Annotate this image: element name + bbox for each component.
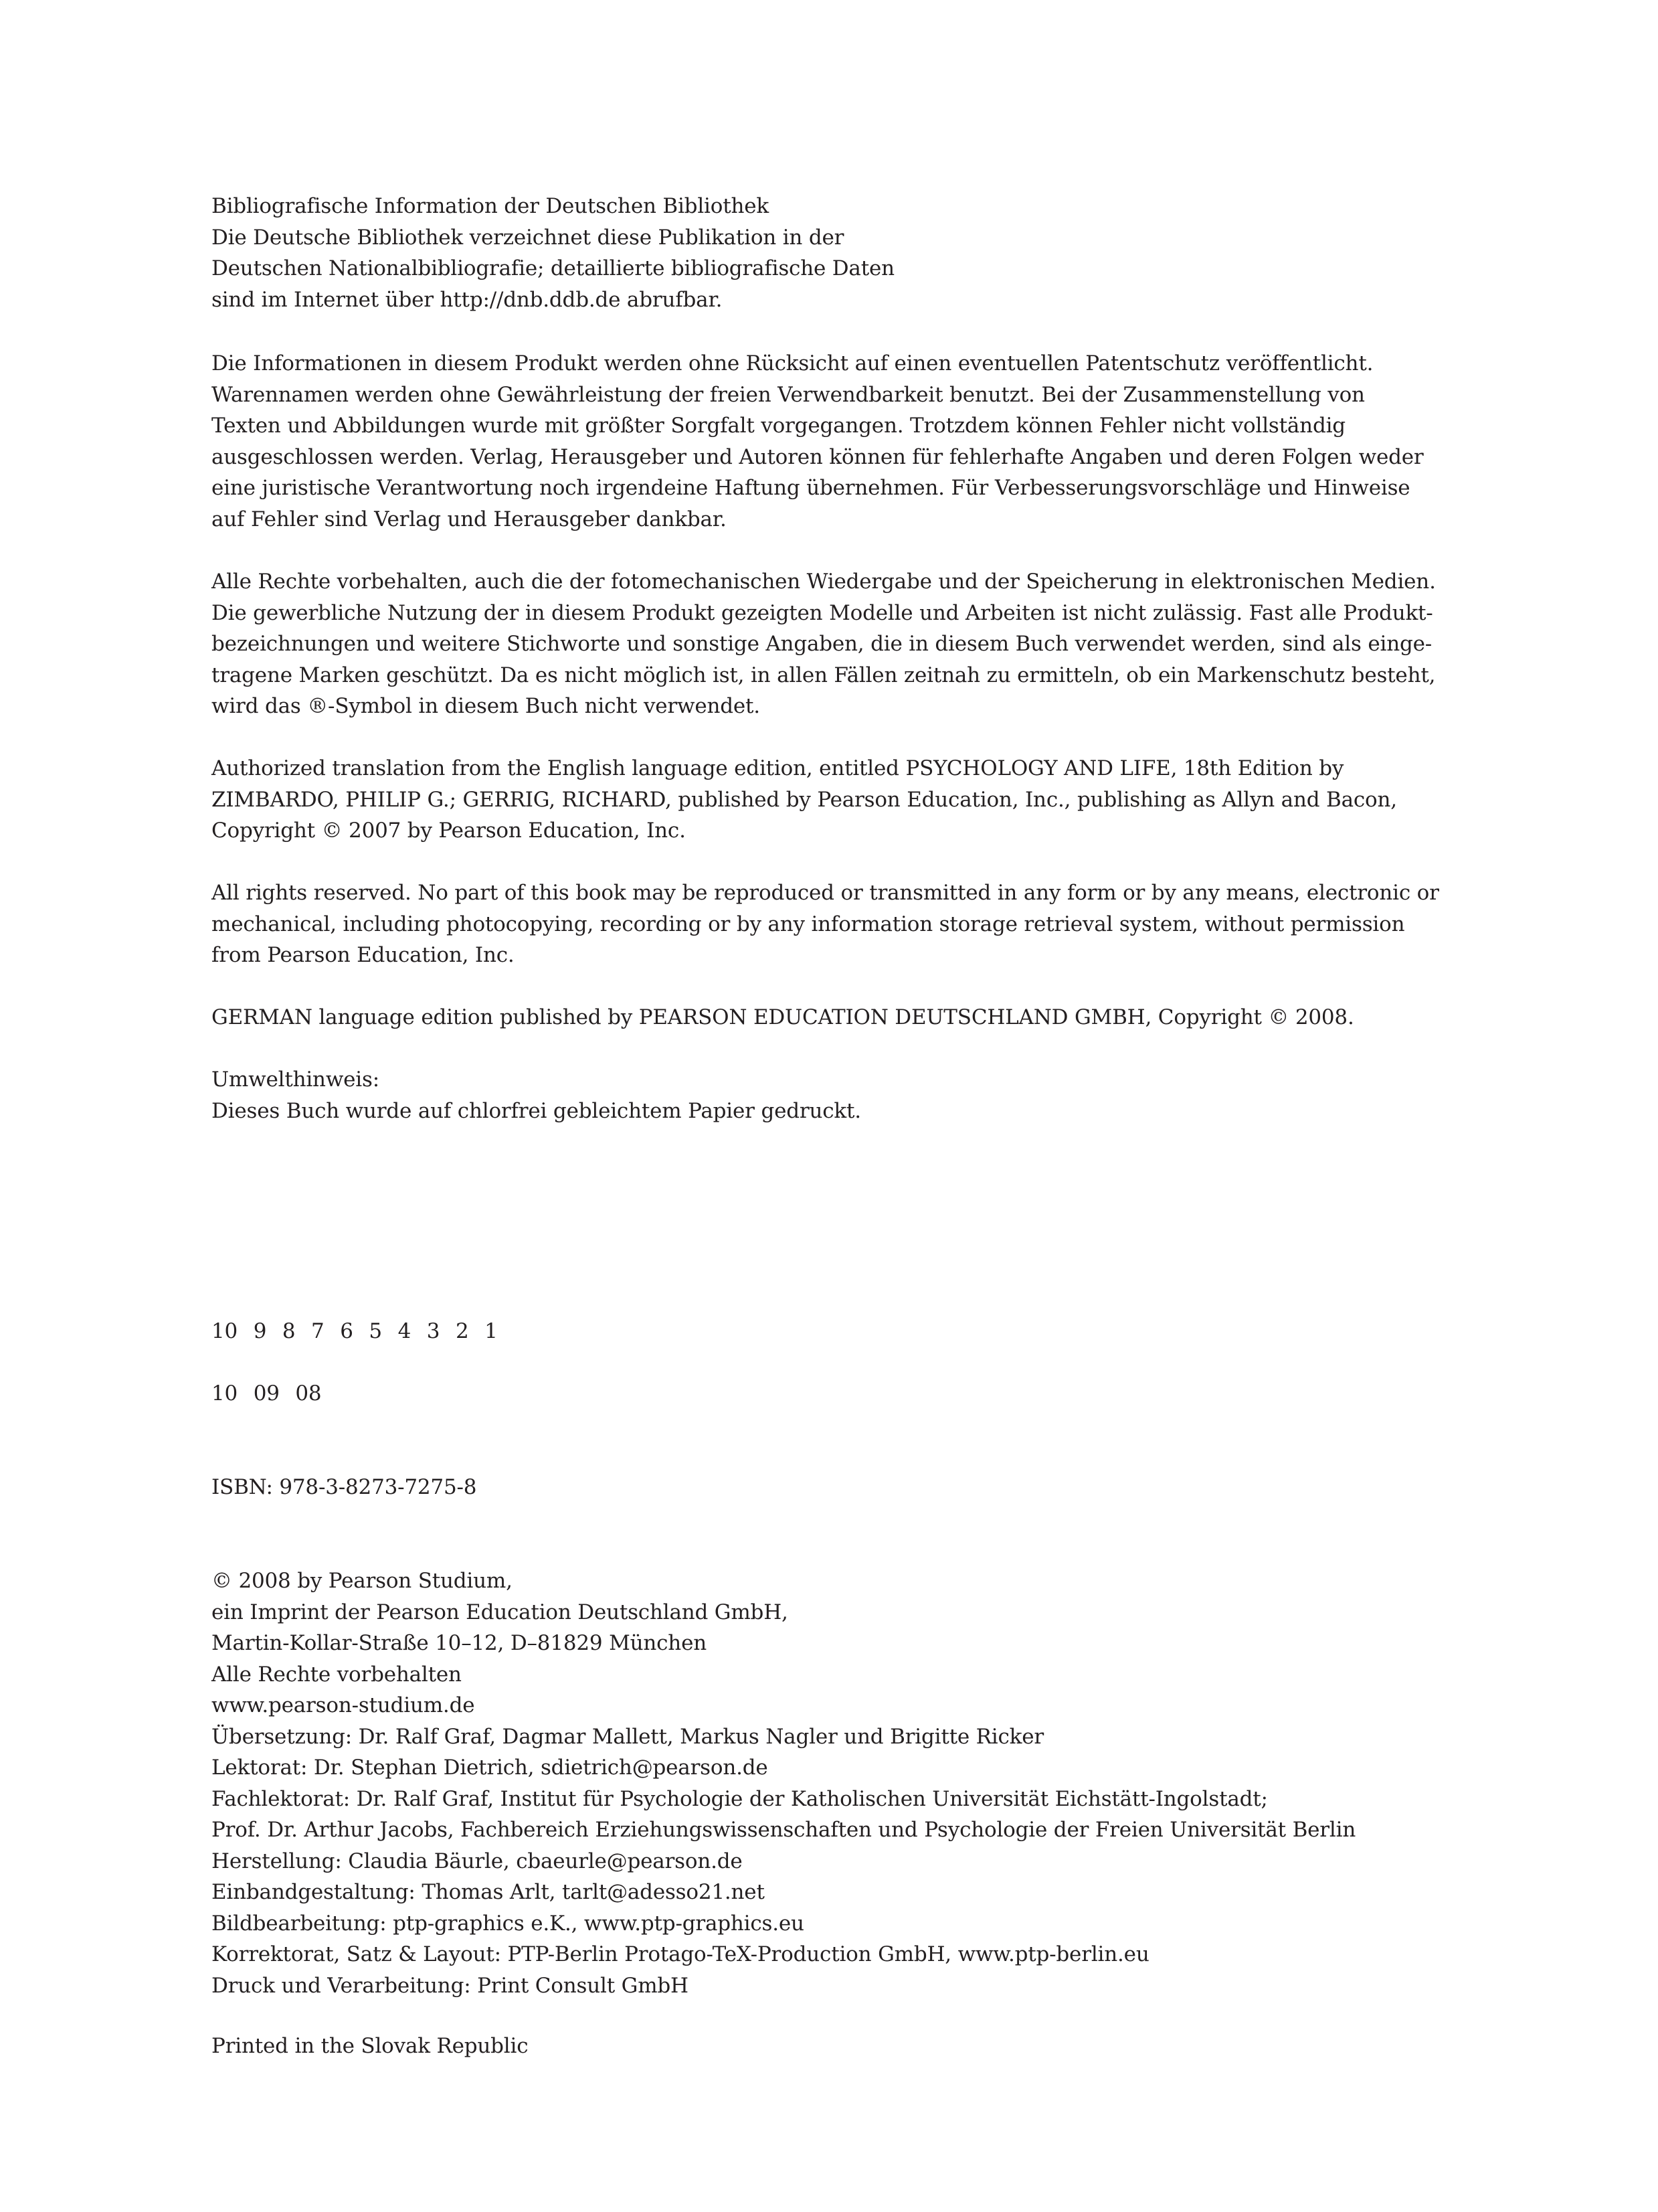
disclaimer-line: Warennamen werden ohne Gewährleistung der freien Verwendbarkeit benutzt. Bei der Zusammenstellung von [211, 382, 1365, 407]
disclaimer-line: Die Informationen in diesem Produkt werden ohne Rücksicht auf einen eventuellen Patentschutz veröffentlicht. [211, 351, 1374, 375]
disclaimer-line: auf Fehler sind Verlag und Herausgeber dankbar. [211, 507, 727, 531]
rights-en-line: from Pearson Education, Inc. [211, 943, 515, 967]
german-edition-line: GERMAN language edition published by PEARSON EDUCATION DEUTSCHLAND GMBH, Copyright © 2008. [211, 1005, 1354, 1029]
environment-line: Dieses Buch wurde auf chlorfrei gebleichtem Papier gedruckt. [211, 1098, 861, 1123]
imprint-line: Korrektorat, Satz & Layout: PTP-Berlin Protago-TeX-Production GmbH, www.ptp-berlin.eu [211, 1942, 1149, 1966]
translation-line: Authorized translation from the English language edition, entitled PSYCHOLOGY AND LIFE, 18th Edition by [211, 756, 1344, 780]
rights-de-line: Die gewerbliche Nutzung der in diesem Produkt gezeigten Modelle und Arbeiten ist nicht zulässig. Fast alle Produkt- [211, 600, 1433, 625]
printed-in [211, 2031, 1456, 2062]
rights-de-line: tragene Marken geschützt. Da es nicht möglich ist, in allen Fällen zeitnah zu ermitteln, ob ein Markenschutz besteht, [211, 663, 1436, 687]
isbn-line: ISBN: 978-3-8273-7275-8 [211, 1475, 477, 1499]
print-run-numbers [211, 1316, 1456, 1347]
disclaimer-line: ausgeschlossen werden. Verlag, Herausgeber und Autoren können für fehlerhafte Angaben und deren Folgen weder [211, 444, 1424, 469]
imprint-line: Lektorat: Dr. Stephan Dietrich, sdietrich@pearson.de [211, 1756, 768, 1780]
imprint-line: ein Imprint der Pearson Education Deutschland GmbH, [211, 1600, 788, 1624]
imprint-line: © 2008 by Pearson Studium, [211, 1569, 513, 1593]
disclaimer-line: eine juristische Verantwortung noch irgendeine Haftung übernehmen. Für Verbesserungsvorschläge und Hinweise [211, 476, 1410, 500]
translation-line: ZIMBARDO, PHILIP G.; GERRIG, RICHARD, published by Pearson Education, Inc., publishing as Allyn and Bacon, [211, 787, 1397, 812]
rights-de-line: wird das ®-Symbol in diesem Buch nicht verwendet. [211, 694, 760, 718]
liability-disclaimer [211, 348, 1456, 535]
bibliographic-line: sind im Internet über http://dnb.ddb.de abrufbar. [211, 287, 723, 312]
imprint-line: Fachlektorat: Dr. Ralf Graf, Institut für Psychologie der Katholischen Universität Eichstätt-Ingolstadt; [211, 1786, 1268, 1811]
print-years-line: 10 09 08 [211, 1381, 322, 1406]
bibliographic-info [211, 191, 1456, 315]
imprint-line: Prof. Dr. Arthur Jacobs, Fachbereich Erziehungswissenschaften und Psychologie der Freien Universität Berlin [211, 1818, 1356, 1842]
imprint-line: Herstellung: Claudia Bäurle, cbaeurle@pearson.de [211, 1849, 743, 1873]
printed-in-line: Printed in the Slovak Republic [211, 2034, 529, 2058]
german-edition-note [211, 1002, 1456, 1033]
bibliographic-line: Bibliografische Information der Deutschen Bibliothek [211, 194, 769, 218]
translation-note [211, 753, 1456, 847]
environment-note [211, 1064, 1456, 1126]
rights-de-line: bezeichnungen und weitere Stichworte und sonstige Angaben, die in diesem Buch verwendet werden, sind als einge- [211, 632, 1433, 656]
imprint-line: www.pearson-studium.de [211, 1693, 475, 1717]
rights-notice-english [211, 877, 1456, 971]
bibliographic-line: Die Deutsche Bibliothek verzeichnet diese Publikation in der [211, 225, 844, 250]
imprint-line: Druck und Verarbeitung: Print Consult GmbH [211, 1973, 688, 1998]
isbn [211, 1472, 1456, 1503]
translation-line: Copyright © 2007 by Pearson Education, Inc. [211, 819, 686, 843]
imprint-line: Einbandgestaltung: Thomas Arlt, tarlt@adesso21.net [211, 1880, 765, 1904]
imprint-line: Bildbearbeitung: ptp-graphics e.K., www.ptp-graphics.eu [211, 1911, 804, 1936]
print-years [211, 1378, 1456, 1410]
rights-en-line: mechanical, including photocopying, recording or by any information storage retrieval system, without permission [211, 912, 1405, 936]
print-run-line: 10 9 8 7 6 5 4 3 2 1 [211, 1319, 498, 1343]
rights-notice-german [211, 566, 1456, 722]
rights-en-line: All rights reserved. No part of this book may be reproduced or transmitted in any form or by any means, electronic or [211, 881, 1439, 905]
bibliographic-line: Deutschen Nationalbibliografie; detaillierte bibliografische Daten [211, 256, 895, 280]
rights-de-line: Alle Rechte vorbehalten, auch die der fotomechanischen Wiedergabe und der Speicherung in elektronischen Medien. [211, 570, 1436, 594]
imprint-line: Übersetzung: Dr. Ralf Graf, Dagmar Mallett, Markus Nagler und Brigitte Ricker [211, 1724, 1044, 1749]
imprint-credits [211, 1565, 1456, 2001]
disclaimer-line: Texten und Abbildungen wurde mit größter Sorgfalt vorgegangen. Trotzdem können Fehler nicht vollständig [211, 414, 1346, 438]
environment-line: Umwelthinweis: [211, 1068, 379, 1092]
imprint-line: Martin-Kollar-Straße 10–12, D–81829 München [211, 1631, 707, 1655]
imprint-line: Alle Rechte vorbehalten [211, 1662, 462, 1687]
